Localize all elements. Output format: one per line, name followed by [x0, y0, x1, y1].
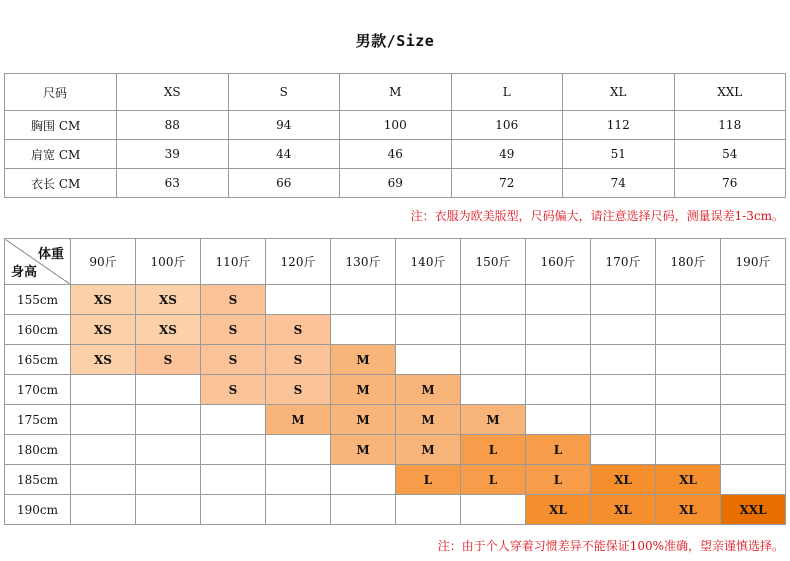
- recommended-size-cell: M: [396, 435, 461, 465]
- empty-cell: [721, 285, 786, 315]
- weight-axis-label: 体重: [37, 247, 64, 262]
- measurement-value: 51: [563, 140, 675, 169]
- empty-cell: [396, 285, 461, 315]
- empty-cell: [526, 315, 591, 345]
- height-row: [5, 345, 786, 375]
- empty-cell: [266, 495, 331, 525]
- height-row: [5, 405, 786, 435]
- measurement-value: 76: [674, 169, 786, 198]
- empty-cell: [721, 465, 786, 495]
- page-title: 男款/Size: [355, 32, 435, 50]
- empty-cell: [71, 375, 136, 405]
- height-label: 190cm: [5, 495, 71, 525]
- measurement-value: 72: [451, 169, 563, 198]
- recommended-size-cell: S: [136, 345, 201, 375]
- empty-cell: [331, 495, 396, 525]
- recommended-size-cell: S: [201, 345, 266, 375]
- weight-header-cell: 150斤: [461, 239, 526, 285]
- height-row: [5, 435, 786, 465]
- size-header-cell: XL: [563, 74, 675, 111]
- recommended-size-cell: XL: [526, 495, 591, 525]
- measurement-value: 112: [563, 111, 675, 140]
- sizing-note: 注：衣服为欧美版型，尺码偏大，请注意选择尺码，测量误差1-3cm。: [410, 209, 784, 223]
- size-header-cell: S: [228, 74, 340, 111]
- weight-header-cell: 100斤: [136, 239, 201, 285]
- empty-cell: [526, 405, 591, 435]
- empty-cell: [71, 465, 136, 495]
- measurement-value: 118: [674, 111, 786, 140]
- empty-cell: [396, 345, 461, 375]
- empty-cell: [331, 315, 396, 345]
- size-header-cell: L: [451, 74, 563, 111]
- fit-corner-cell: [5, 239, 71, 285]
- empty-cell: [266, 465, 331, 495]
- empty-cell: [266, 435, 331, 465]
- accuracy-note: 注：由于个人穿着习惯差异不能保证100%准确，望亲谨慎选择。: [437, 539, 784, 553]
- recommended-size-cell: XL: [591, 495, 656, 525]
- recommended-size-cell: XS: [71, 315, 136, 345]
- measurement-value: 44: [228, 140, 340, 169]
- height-row: [5, 285, 786, 315]
- recommended-size-cell: M: [396, 375, 461, 405]
- size-header-cell: XS: [117, 74, 229, 111]
- empty-cell: [656, 285, 721, 315]
- weight-header-cell: 120斤: [266, 239, 331, 285]
- recommended-size-cell: M: [331, 345, 396, 375]
- height-label: 155cm: [5, 285, 71, 315]
- empty-cell: [461, 375, 526, 405]
- measurement-value: 88: [117, 111, 229, 140]
- empty-cell: [136, 495, 201, 525]
- recommended-size-cell: XL: [656, 465, 721, 495]
- recommended-size-cell: XL: [591, 465, 656, 495]
- empty-cell: [331, 285, 396, 315]
- empty-cell: [201, 435, 266, 465]
- measurement-label: 肩宽 CM: [5, 140, 117, 169]
- size-corner-label: 尺码: [5, 74, 117, 111]
- empty-cell: [461, 345, 526, 375]
- empty-cell: [721, 405, 786, 435]
- recommended-size-cell: L: [526, 435, 591, 465]
- empty-cell: [396, 315, 461, 345]
- empty-cell: [461, 495, 526, 525]
- empty-cell: [136, 465, 201, 495]
- empty-cell: [71, 435, 136, 465]
- measurement-value: 100: [340, 111, 452, 140]
- height-row: [5, 495, 786, 525]
- empty-cell: [201, 465, 266, 495]
- weight-header-cell: 170斤: [591, 239, 656, 285]
- empty-cell: [591, 345, 656, 375]
- measurement-value: 49: [451, 140, 563, 169]
- height-row: [5, 315, 786, 345]
- empty-cell: [721, 345, 786, 375]
- measurement-value: 54: [674, 140, 786, 169]
- empty-cell: [656, 345, 721, 375]
- empty-cell: [526, 285, 591, 315]
- recommended-size-cell: XXL: [721, 495, 786, 525]
- empty-cell: [591, 375, 656, 405]
- height-label: 160cm: [5, 315, 71, 345]
- empty-cell: [136, 375, 201, 405]
- empty-cell: [526, 345, 591, 375]
- recommended-size-cell: S: [201, 375, 266, 405]
- empty-cell: [201, 495, 266, 525]
- recommended-size-cell: M: [331, 375, 396, 405]
- measurement-value: 63: [117, 169, 229, 198]
- measurement-row: [5, 169, 786, 198]
- empty-cell: [656, 435, 721, 465]
- weight-header-cell: 110斤: [201, 239, 266, 285]
- measurement-value: 94: [228, 111, 340, 140]
- measurement-value: 39: [117, 140, 229, 169]
- empty-cell: [136, 435, 201, 465]
- weight-header-row: [5, 239, 786, 285]
- height-label: 175cm: [5, 405, 71, 435]
- weight-header-cell: 190斤: [721, 239, 786, 285]
- measurement-row: [5, 140, 786, 169]
- empty-cell: [266, 285, 331, 315]
- recommended-size-cell: S: [201, 315, 266, 345]
- empty-cell: [331, 465, 396, 495]
- empty-cell: [591, 435, 656, 465]
- height-row: [5, 375, 786, 405]
- recommended-size-cell: XS: [71, 345, 136, 375]
- measurement-value: 69: [340, 169, 452, 198]
- empty-cell: [656, 375, 721, 405]
- empty-cell: [721, 375, 786, 405]
- height-row: [5, 465, 786, 495]
- height-axis-label: 身高: [11, 265, 38, 280]
- empty-cell: [526, 375, 591, 405]
- recommended-size-cell: S: [201, 285, 266, 315]
- empty-cell: [461, 315, 526, 345]
- empty-cell: [71, 495, 136, 525]
- recommended-size-cell: L: [461, 465, 526, 495]
- recommended-size-cell: M: [396, 405, 461, 435]
- empty-cell: [591, 315, 656, 345]
- recommended-size-cell: S: [266, 345, 331, 375]
- empty-cell: [721, 435, 786, 465]
- recommended-size-cell: L: [396, 465, 461, 495]
- measurement-value: 106: [451, 111, 563, 140]
- measurement-value: 46: [340, 140, 452, 169]
- empty-cell: [721, 315, 786, 345]
- measurement-value: 66: [228, 169, 340, 198]
- weight-header-cell: 90斤: [71, 239, 136, 285]
- recommended-size-cell: L: [526, 465, 591, 495]
- empty-cell: [201, 405, 266, 435]
- recommended-size-cell: XS: [136, 315, 201, 345]
- empty-cell: [591, 285, 656, 315]
- recommended-size-cell: XS: [136, 285, 201, 315]
- height-label: 170cm: [5, 375, 71, 405]
- empty-cell: [461, 285, 526, 315]
- height-label: 180cm: [5, 435, 71, 465]
- size-chart-table: [4, 73, 786, 198]
- recommended-size-cell: M: [331, 435, 396, 465]
- empty-cell: [656, 315, 721, 345]
- weight-header-cell: 160斤: [526, 239, 591, 285]
- empty-cell: [136, 405, 201, 435]
- recommended-size-cell: L: [461, 435, 526, 465]
- weight-header-cell: 140斤: [396, 239, 461, 285]
- recommended-size-cell: M: [331, 405, 396, 435]
- empty-cell: [656, 405, 721, 435]
- recommended-size-cell: XS: [71, 285, 136, 315]
- size-header-row: [5, 74, 786, 111]
- recommended-size-cell: M: [266, 405, 331, 435]
- measurement-label: 胸围 CM: [5, 111, 117, 140]
- weight-header-cell: 130斤: [331, 239, 396, 285]
- recommended-size-cell: S: [266, 315, 331, 345]
- measurement-label: 衣长 CM: [5, 169, 117, 198]
- recommended-size-cell: XL: [656, 495, 721, 525]
- size-header-cell: XXL: [674, 74, 786, 111]
- measurement-value: 74: [563, 169, 675, 198]
- measurement-row: [5, 111, 786, 140]
- empty-cell: [396, 495, 461, 525]
- recommended-size-cell: S: [266, 375, 331, 405]
- height-label: 185cm: [5, 465, 71, 495]
- empty-cell: [591, 405, 656, 435]
- empty-cell: [71, 405, 136, 435]
- size-header-cell: M: [340, 74, 452, 111]
- recommended-size-cell: M: [461, 405, 526, 435]
- height-label: 165cm: [5, 345, 71, 375]
- weight-header-cell: 180斤: [656, 239, 721, 285]
- height-weight-fit-table: [4, 238, 786, 525]
